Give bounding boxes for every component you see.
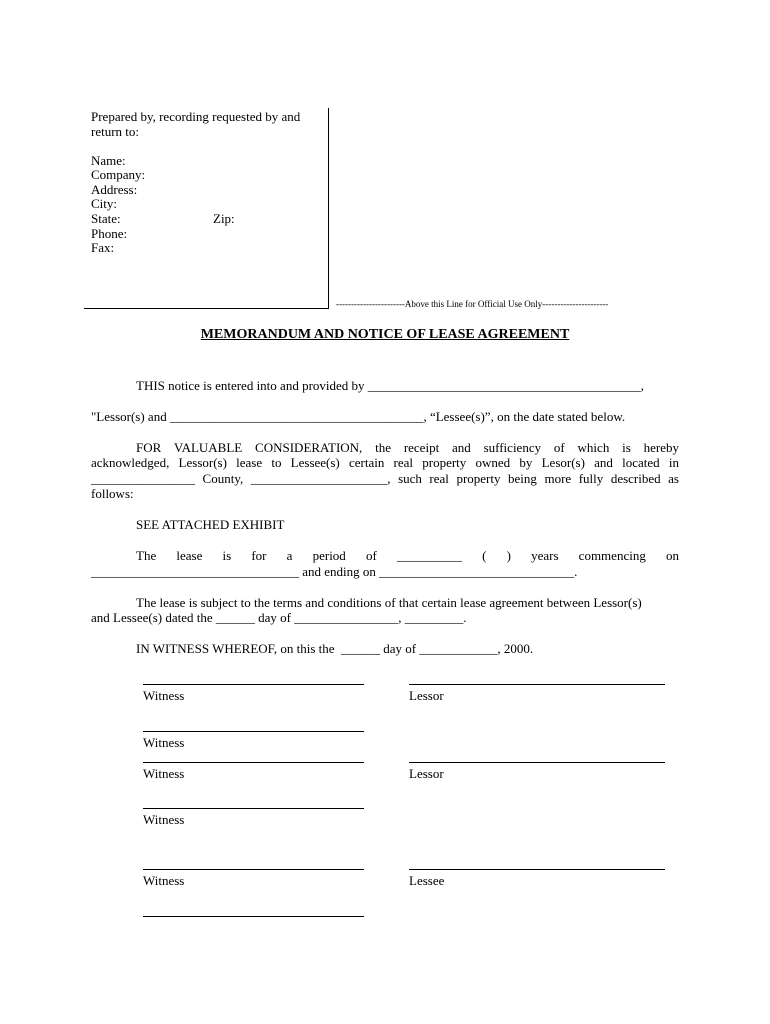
witness-signature-line [143, 762, 364, 763]
witness-label: Witness [143, 735, 185, 750]
paragraph-consideration-line1: FOR VALUABLE CONSIDERATION, the receipt and sufficiency of which is hereby [136, 440, 679, 455]
lessee-signature-line [409, 869, 665, 870]
prepared-by-line2: return to: [91, 124, 140, 139]
header-box-bottom-line [84, 308, 329, 309]
field-company-label: Company: [91, 167, 146, 182]
paragraph-consideration-line3: ________________ County, _____________________, such real property being more fully described as [91, 471, 679, 486]
paragraph-subject-line2: and Lessee(s) dated the ______ day of ________________, _________. [91, 610, 467, 625]
witness-signature-line [143, 731, 364, 732]
lessee-label: Lessee [409, 873, 445, 888]
prepared-by-line1: Prepared by, recording requested by and [91, 109, 301, 124]
paragraph-consideration-line4: follows: [91, 486, 134, 501]
document-title: MEMORANDUM AND NOTICE OF LEASE AGREEMENT [200, 327, 570, 342]
in-witness-whereof: IN WITNESS WHEREOF, on this the ______ day of ____________, 2000. [136, 641, 534, 656]
see-attached-exhibit: SEE ATTACHED EXHIBIT [136, 517, 285, 532]
witness-label: Witness [143, 812, 185, 827]
lessor-signature-line [409, 684, 665, 685]
header-box-divider [328, 108, 329, 309]
field-phone-label: Phone: [91, 226, 128, 241]
lessor-signature-line [409, 762, 665, 763]
witness-signature-line [143, 684, 364, 685]
paragraph-lease-period-line1: The lease is for a period of __________ ( ) years commencing on [136, 548, 679, 563]
paragraph-lessor-lessee: "Lessor(s) and _______________________________________, “Lessee(s)”, on the date stated below. [91, 409, 626, 424]
witness-label: Witness [143, 766, 185, 781]
lessor-label: Lessor [409, 688, 444, 703]
field-state-label: State: [91, 211, 121, 226]
witness-label: Witness [143, 688, 185, 703]
paragraph-notice: THIS notice is entered into and provided by __________________________________________, [136, 378, 645, 393]
witness-signature-line [143, 869, 364, 870]
witness-signature-line [143, 916, 364, 917]
lessor-label: Lessor [409, 766, 444, 781]
paragraph-consideration-line2: acknowledged, Lessor(s) lease to Lessee(s) certain real property owned by Lesor(s) and located in [91, 455, 679, 470]
official-use-line: -----------------------Above this Line for Official Use Only---------------------- [336, 299, 609, 309]
field-name-label: Name: [91, 153, 126, 168]
witness-signature-line [143, 808, 364, 809]
field-zip-label: Zip: [213, 211, 235, 226]
field-fax-label: Fax: [91, 240, 115, 255]
field-address-label: Address: [91, 182, 138, 197]
witness-label: Witness [143, 873, 185, 888]
paragraph-subject-line1: The lease is subject to the terms and conditions of that certain lease agreement between Lessor(s) [136, 595, 642, 610]
field-city-label: City: [91, 196, 118, 211]
paragraph-lease-period-line2: ________________________________ and ending on ______________________________. [91, 564, 578, 579]
